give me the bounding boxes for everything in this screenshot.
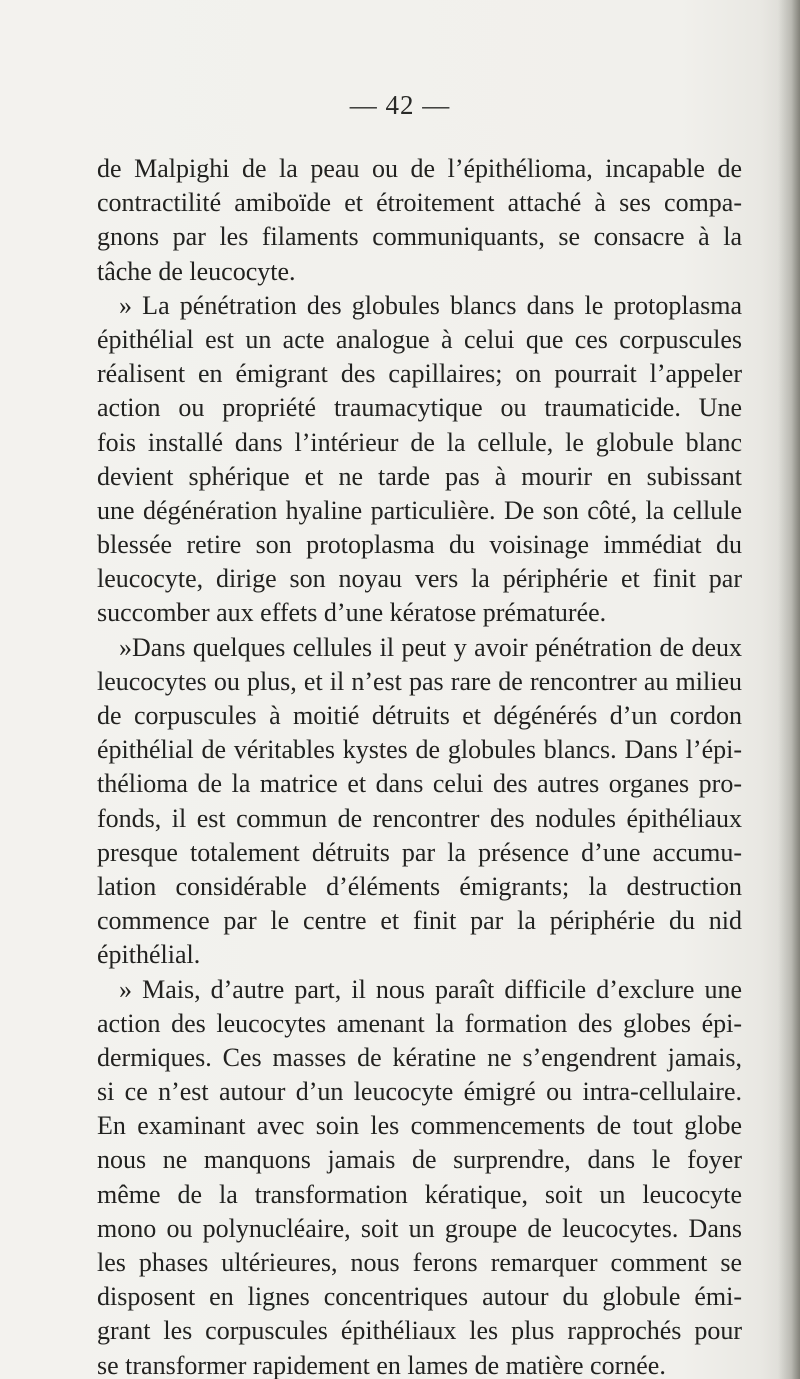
text-line: si ce n’est autour d’un leucocyte émigré ou intra-cellulaire. xyxy=(97,1077,742,1107)
text-line: »Dans quelques cellules il peut y avoir pénétration de deux xyxy=(119,632,742,662)
text-line: leucocyte, dirige son noyau vers la périphérie et finit par xyxy=(97,564,742,594)
text-line: les phases ultérieures, nous ferons remarquer comment se xyxy=(97,1248,742,1277)
text-line: action des leucocytes amenant la formation des globes épi- xyxy=(97,1008,742,1038)
text-line: épithélial. xyxy=(97,940,201,970)
text-line: En examinant avec soin les commencements de tout globe xyxy=(97,1111,742,1141)
text-line: gnons par les filaments communiquants, se consacre à la xyxy=(97,222,742,252)
text-line: blessée retire son protoplasma du voisinage immédiat du xyxy=(97,530,742,560)
text-line: une dégénération hyaline particulière. De son côté, la cellule xyxy=(97,495,742,525)
text-line: tâche de leucocyte. xyxy=(97,256,296,286)
text-line: dermiques. Ces masses de kératine ne s’engendrent jamais, xyxy=(97,1042,742,1072)
text-line: devient sphérique et ne tarde pas à mourir en subissant xyxy=(97,461,742,491)
text-line: leucocytes ou plus, et il n’est pas rare de rencontrer au milieu xyxy=(97,666,742,696)
text-line: » Mais, d’autre part, il nous paraît difficile d’exclure une xyxy=(119,974,742,1004)
text-line: commence par le centre et finit par la périphérie du nid xyxy=(97,906,742,936)
text-line: contractilité amiboïde et étroitement attaché à ses compa- xyxy=(97,188,742,218)
text-line: presque totalement détruits par la présence d’une accumu- xyxy=(97,837,742,867)
text-line: épithélial de véritables kystes de globules blancs. Dans l’épi- xyxy=(97,735,742,765)
text-line: mono ou polynucléaire, soit un groupe de leucocytes. Dans xyxy=(97,1213,742,1243)
body-text xyxy=(97,152,742,1379)
text-line: lation considérable d’éléments émigrants; la destruction xyxy=(97,871,742,901)
text-line: de Malpighi de la peau ou de l’épithélioma, incapable de xyxy=(97,154,742,183)
text-line: fonds, il est commun de rencontrer des nodules épithéliaux xyxy=(97,803,742,833)
text-line: réalisent en émigrant des capillaires; on pourrait l’appeler xyxy=(97,359,742,389)
text-line: fois installé dans l’intérieur de la cellule, le globule blanc xyxy=(97,427,742,457)
text-line: action ou propriété traumacytique ou traumaticide. Une xyxy=(97,393,742,423)
text-line: grant les corpuscules épithéliaux les plus rapprochés pour xyxy=(97,1316,742,1346)
text-line: » La pénétration des globules blancs dans le protoplasma xyxy=(119,290,742,320)
text-line: se transformer rapidement en lames de matière cornée. xyxy=(97,1350,666,1379)
text-line: de corpuscules à moitié détruits et dégénérés d’un cordon xyxy=(97,701,742,730)
text-line: succomber aux effets d’une kératose prématurée. xyxy=(97,598,607,628)
text-line: nous ne manquons jamais de surprendre, dans le foyer xyxy=(97,1145,742,1175)
page-edge-shadow xyxy=(778,0,800,1379)
page-number: — 42 — xyxy=(349,90,451,120)
text-line: épithélial est un acte analogue à celui que ces corpuscules xyxy=(97,324,742,354)
text-line: disposent en lignes concentriques autour du globule émi- xyxy=(97,1282,742,1312)
text-line: thélioma de la matrice et dans celui des autres organes pro- xyxy=(97,769,742,799)
text-line: même de la transformation kératique, soit un leucocyte xyxy=(97,1179,742,1209)
